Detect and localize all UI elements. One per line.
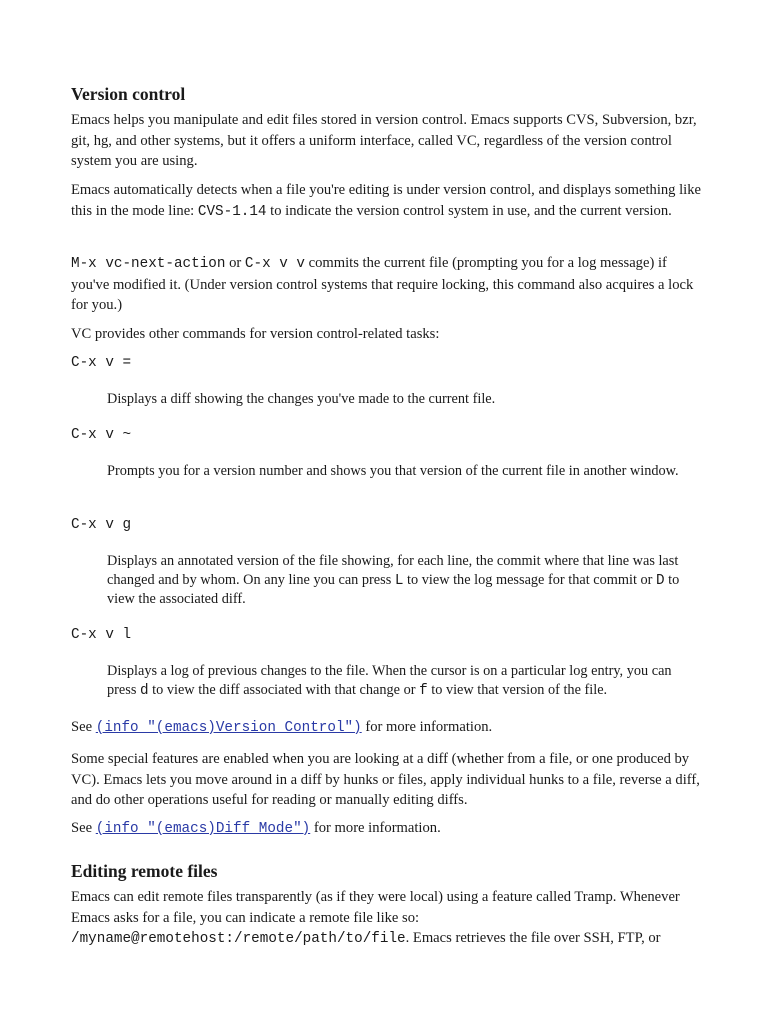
paragraph-tramp (71, 887, 701, 950)
command-description (107, 662, 701, 700)
code-key: C-x v v (244, 256, 305, 272)
code-key: L (394, 572, 404, 589)
command-term: C-x v l (71, 627, 132, 643)
info-link-version-control[interactable]: (info "(emacs)Version Control") (95, 720, 362, 736)
code-key: f (419, 682, 428, 699)
text: to view the diff associated with that change or (148, 681, 420, 698)
code-remote-path: /myname@remotehost:/remote/path/to/file (71, 931, 406, 947)
section-heading-editing-remote-files: Editing remote files (71, 861, 218, 881)
text: Emacs can edit remote files transparently (as if they were local) using a feature called Tramp. Whenever Emacs asks for a file, you can indicate a remote file like so: (71, 889, 680, 926)
code-key: d (139, 682, 149, 699)
text: to indicate the version control system in use, and the current version. (266, 202, 672, 219)
text: See (71, 719, 96, 735)
paragraph-vc-intro: Emacs helps you manipulate and edit files stored in version control. Emacs supports CVS, Subversion, bzr, git, hg, and other systems, but it offers a uniform interface, called VC, regardless of the version control system you are using. (71, 112, 697, 169)
paragraph-diff-features: Some special features are enabled when you are looking at a diff (whether from a file, or one produced by VC). Emacs lets you move around in a diff by hunks or files, apply individual hunks to a file, reverse a diff, and do other operations useful for reading or manually editing diffs. (71, 751, 700, 808)
command-description (107, 552, 701, 609)
command-term: C-x v ~ (71, 427, 132, 443)
command-term: C-x v = (71, 355, 132, 371)
text: for more information. (310, 820, 441, 836)
text: to view the log message for that commit or (403, 571, 656, 588)
text: Displays a log of previous changes to the file. When the cursor is on a particular log entry, you can press (107, 663, 672, 698)
text: Emacs automatically detects when a file you're editing is under version control, and displays something like this in the mode line: (71, 182, 701, 219)
text: See (71, 820, 96, 836)
text: or (225, 255, 245, 271)
paragraph-vc-detect (71, 180, 701, 222)
command-description: Prompts you for a version number and shows you that version of the current file in another window. (107, 463, 679, 479)
command-description: Displays a diff showing the changes you've made to the current file. (107, 391, 496, 407)
command-term: C-x v g (71, 517, 132, 533)
paragraph-vc-next-action (71, 253, 701, 316)
text: for more information. (361, 719, 493, 735)
paragraph-vc-commands-intro: VC provides other commands for version control-related tasks: (71, 326, 440, 342)
code-mode-line: CVS-1.14 (197, 203, 267, 220)
paragraph-see-diff-mode (71, 818, 701, 840)
text: to view the associated diff. (107, 571, 680, 607)
text: to view that version of the file. (427, 681, 608, 698)
code-command: M-x vc-next-action (71, 256, 226, 272)
text: commits the current file (prompting you for a log message) if you've modified it. (Under version control systems that require locking, this command also acquires a lock for you.) (71, 255, 694, 313)
info-link-diff-mode[interactable]: (info "(emacs)Diff Mode") (95, 821, 311, 837)
text: Displays an annotated version of the file showing, for each line, the commit where that line was last changed and by whom. On any line you can press (107, 553, 679, 588)
code-key: D (655, 572, 665, 589)
text: . Emacs retrieves the file over SSH, FTP, or (405, 930, 661, 946)
section-heading-version-control: Version control (71, 84, 186, 104)
paragraph-see-version-control (71, 717, 701, 739)
